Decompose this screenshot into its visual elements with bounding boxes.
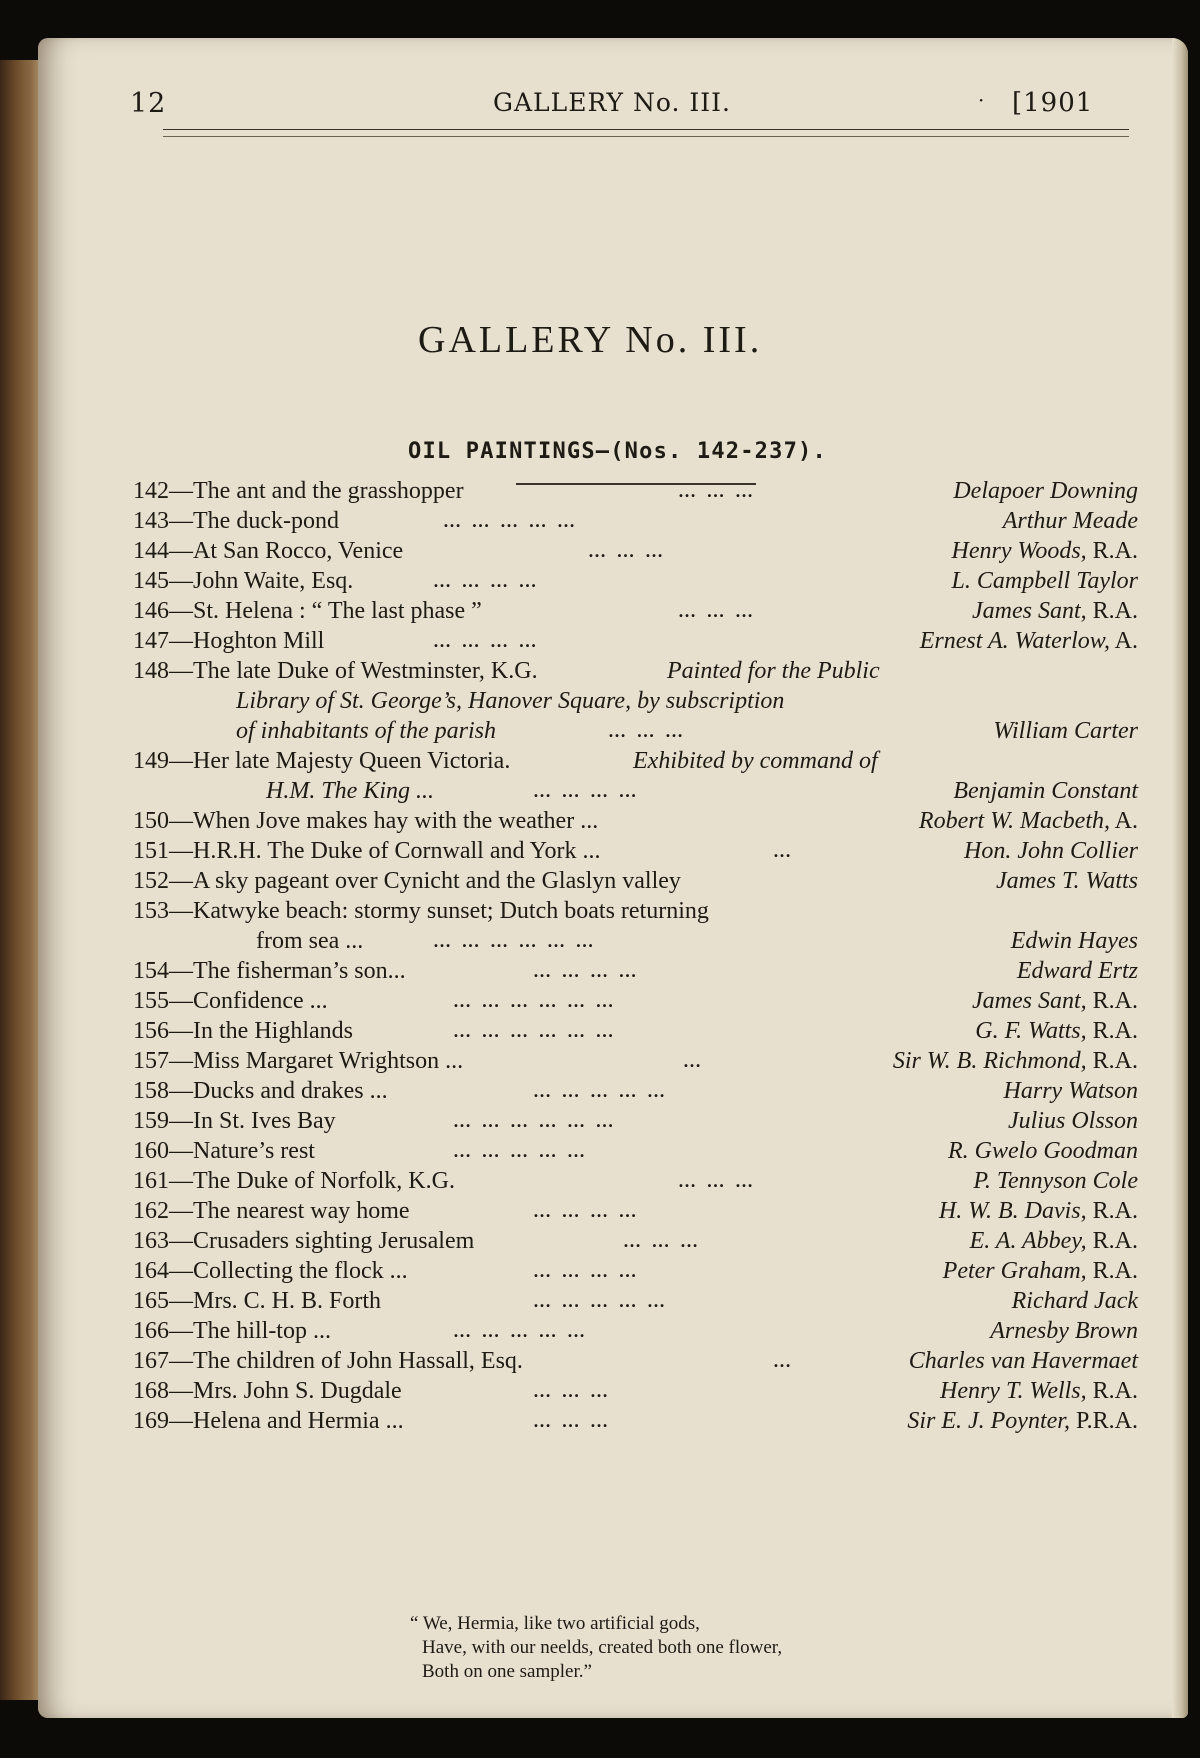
leader-dots: … … … … … [453, 1141, 588, 1161]
leader-dots: … … … [678, 601, 756, 621]
entry-title: 169—Helena and Hermia ... [133, 1408, 404, 1434]
entry-artist: Julius Olsson [1007, 1108, 1138, 1134]
entry-artist: Edward Ertz [1016, 958, 1138, 984]
entry-continuation [133, 685, 1138, 717]
entry-artist: Arthur Meade [1002, 508, 1138, 534]
entry-title: 149—Her late Majesty Queen Victoria. [133, 748, 511, 774]
entry-artist: Harry Watson [1003, 1078, 1138, 1104]
quote-line: Have, with our neelds, created both one flower, [422, 1637, 783, 1658]
catalogue-entry [133, 745, 1138, 777]
epigraph-quote [410, 1612, 782, 1684]
entry-artist: Charles van Havermaet [908, 1348, 1138, 1374]
catalogue-entry [133, 1285, 1138, 1317]
entry-artist: James Sant, R.A. [972, 598, 1138, 624]
gallery-title: GALLERY No. III. [418, 319, 763, 361]
leader-dots: … … … … … … [453, 1021, 617, 1041]
entry-artist: Richard Jack [1011, 1288, 1138, 1314]
catalogue-entry [133, 1015, 1138, 1047]
catalogue-entry [133, 655, 1138, 687]
entry-artist: Delapoer Downing [953, 478, 1138, 504]
catalogue-entry [133, 1405, 1138, 1437]
leader-dots: … … … [623, 1231, 701, 1251]
entry-title: 167—The children of John Hassall, Esq. [133, 1348, 523, 1374]
leader-dots: … … … … … [443, 511, 578, 531]
leader-dots: … … … … [533, 1201, 640, 1221]
catalogue-entry [133, 625, 1138, 657]
entry-title: 168—Mrs. John S. Dugdale [133, 1378, 402, 1404]
entry-title: 163—Crusaders sighting Jerusalem [133, 1228, 475, 1254]
catalogue-entry [133, 985, 1138, 1017]
entry-artist: E. A. Abbey, R.A. [969, 1228, 1138, 1254]
entry-title: 161—The Duke of Norfolk, K.G. [133, 1168, 455, 1194]
leader-dots: … … … [588, 541, 666, 561]
leader-dots: … … … … … … [453, 1111, 617, 1131]
catalogue-entry [133, 1165, 1138, 1197]
entry-title: 162—The nearest way home [133, 1198, 410, 1224]
entry-title: 156—In the Highlands [133, 1018, 353, 1044]
entry-note-continued: H.M. The King ... [266, 778, 434, 804]
leader-dots: … [773, 1351, 794, 1371]
entry-title: 148—The late Duke of Westminster, K.G. [133, 658, 538, 684]
section-subtitle: OIL PAINTINGS—(Nos. 142-237). [408, 439, 827, 464]
page-number: 12 [130, 88, 167, 119]
catalogue-entry [133, 1255, 1138, 1287]
header-year: [1901 [1012, 88, 1094, 118]
entry-artist: Peter Graham, R.A. [942, 1258, 1138, 1284]
catalogue-entry [133, 565, 1138, 597]
leader-dots: … … … … … [453, 1321, 588, 1341]
book-page [38, 38, 1188, 1718]
entry-title: 152—A sky pageant over Cynicht and the Glaslyn valley [133, 868, 681, 894]
catalogue-entry [133, 895, 1138, 927]
catalogue-entry [133, 1105, 1138, 1137]
leader-dots: … … … [678, 481, 756, 501]
leader-dots: … … … … [533, 1261, 640, 1281]
entry-continuation [133, 715, 1138, 747]
catalogue-entry [133, 865, 1138, 897]
entry-artist: P. Tennyson Cole [973, 1168, 1138, 1194]
entry-artist: Henry Woods, R.A. [951, 538, 1138, 564]
entry-artist: G. F. Watts, R.A. [975, 1018, 1138, 1044]
catalogue-entry [133, 835, 1138, 867]
leader-dots: … [773, 841, 794, 861]
leader-dots: … … … … … [533, 1081, 668, 1101]
entry-artist: James T. Watts [995, 868, 1138, 894]
header-bullet: · [978, 88, 986, 112]
entry-artist: Ernest A. Waterlow, A. [919, 628, 1138, 654]
entry-artist: H. W. B. Davis, R.A. [938, 1198, 1138, 1224]
entry-note-continued: Library of St. George’s, Hanover Square, by subscription [236, 688, 785, 714]
entry-artist: Arnesby Brown [990, 1318, 1138, 1344]
entry-title: 157—Miss Margaret Wrightson ... [133, 1048, 464, 1074]
catalogue-entry [133, 1315, 1138, 1347]
catalogue-entry [133, 505, 1138, 537]
entry-title: 159—In St. Ives Bay [133, 1108, 336, 1134]
entry-title: 158—Ducks and drakes ... [133, 1078, 388, 1104]
entry-artist: Benjamin Constant [953, 778, 1138, 804]
entry-title-continued: from sea ... [256, 928, 364, 954]
entry-title: 144—At San Rocco, Venice [133, 538, 404, 564]
entry-artist: Sir W. B. Richmond, R.A. [892, 1048, 1138, 1074]
entry-note: Painted for the Public [667, 658, 880, 684]
quote-line: “ We, Hermia, like two artificial gods, [410, 1613, 700, 1634]
entry-artist: Henry T. Wells, R.A. [939, 1378, 1138, 1404]
entry-title: 154—The fisherman’s son... [133, 958, 406, 984]
entry-title: 155—Confidence ... [133, 988, 328, 1014]
entry-title: 165—Mrs. C. H. B. Forth [133, 1288, 382, 1314]
catalogue-entry [133, 1135, 1138, 1167]
leader-dots: … … … … … … [453, 991, 617, 1011]
leader-dots: … [683, 1051, 704, 1071]
entry-artist: Hon. John Collier [964, 838, 1138, 864]
entry-artist: L. Campbell Taylor [951, 568, 1138, 594]
leader-dots: … … … [533, 1411, 611, 1431]
leader-dots: … … … [608, 721, 686, 741]
entry-title: 143—The duck-pond [133, 508, 339, 534]
entry-title: 142—The ant and the grasshopper [133, 478, 464, 504]
entry-note-continued: of inhabitants of the parish [236, 718, 497, 744]
header-rule [163, 129, 1129, 130]
leader-dots: … … … [533, 1381, 611, 1401]
entry-artist: Robert W. Macbeth, A. [918, 808, 1138, 834]
entry-title: 150—When Jove makes hay with the weather ... [133, 808, 599, 834]
catalogue-entry [133, 805, 1138, 837]
catalogue-entry [133, 475, 1138, 507]
entry-title: 153—Katwyke beach: stormy sunset; Dutch boats returning [133, 898, 709, 924]
running-title: GALLERY No. III. [493, 88, 731, 117]
catalogue-entry [133, 1195, 1138, 1227]
leader-dots: … … … … [433, 571, 540, 591]
entry-title: 160—Nature’s rest [133, 1138, 315, 1164]
entry-artist: Edwin Hayes [1010, 928, 1138, 954]
catalogue-entry [133, 1345, 1138, 1377]
catalogue-entry [133, 595, 1138, 627]
entry-artist: Sir E. J. Poynter, P.R.A. [907, 1408, 1138, 1434]
leader-dots: … … … … … [533, 1291, 668, 1311]
catalogue-entry [133, 1375, 1138, 1407]
catalogue-entry [133, 535, 1138, 567]
leader-dots: … … … … [533, 961, 640, 981]
leader-dots: … … … … [533, 781, 640, 801]
entry-title: 147—Hoghton Mill [133, 628, 325, 654]
leader-dots: … … … [678, 1171, 756, 1191]
entry-artist: William Carter [993, 718, 1138, 744]
quote-line: Both on one sampler.” [422, 1661, 592, 1682]
catalogue-entry [133, 955, 1138, 987]
catalogue-entry [133, 1225, 1138, 1257]
leader-dots: … … … … … … [433, 931, 597, 951]
catalogue-entry [133, 1075, 1138, 1107]
entry-artist: R. Gwelo Goodman [948, 1138, 1138, 1164]
entry-artist: James Sant, R.A. [972, 988, 1138, 1014]
entry-continuation [133, 775, 1138, 807]
entry-note: Exhibited by command of [633, 748, 878, 774]
entry-title: 146—St. Helena : “ The last phase ” [133, 598, 482, 624]
header-rule-thin [163, 136, 1129, 137]
page-edge [1172, 38, 1188, 1718]
entry-title: 145—John Waite, Esq. [133, 568, 354, 594]
leader-dots: … … … … [433, 631, 540, 651]
entry-title: 151—H.R.H. The Duke of Cornwall and York ... [133, 838, 601, 864]
entry-title: 166—The hill-top ... [133, 1318, 331, 1344]
entry-title: 164—Collecting the flock ... [133, 1258, 408, 1284]
catalogue-entry [133, 1045, 1138, 1077]
entry-continuation [133, 925, 1138, 957]
